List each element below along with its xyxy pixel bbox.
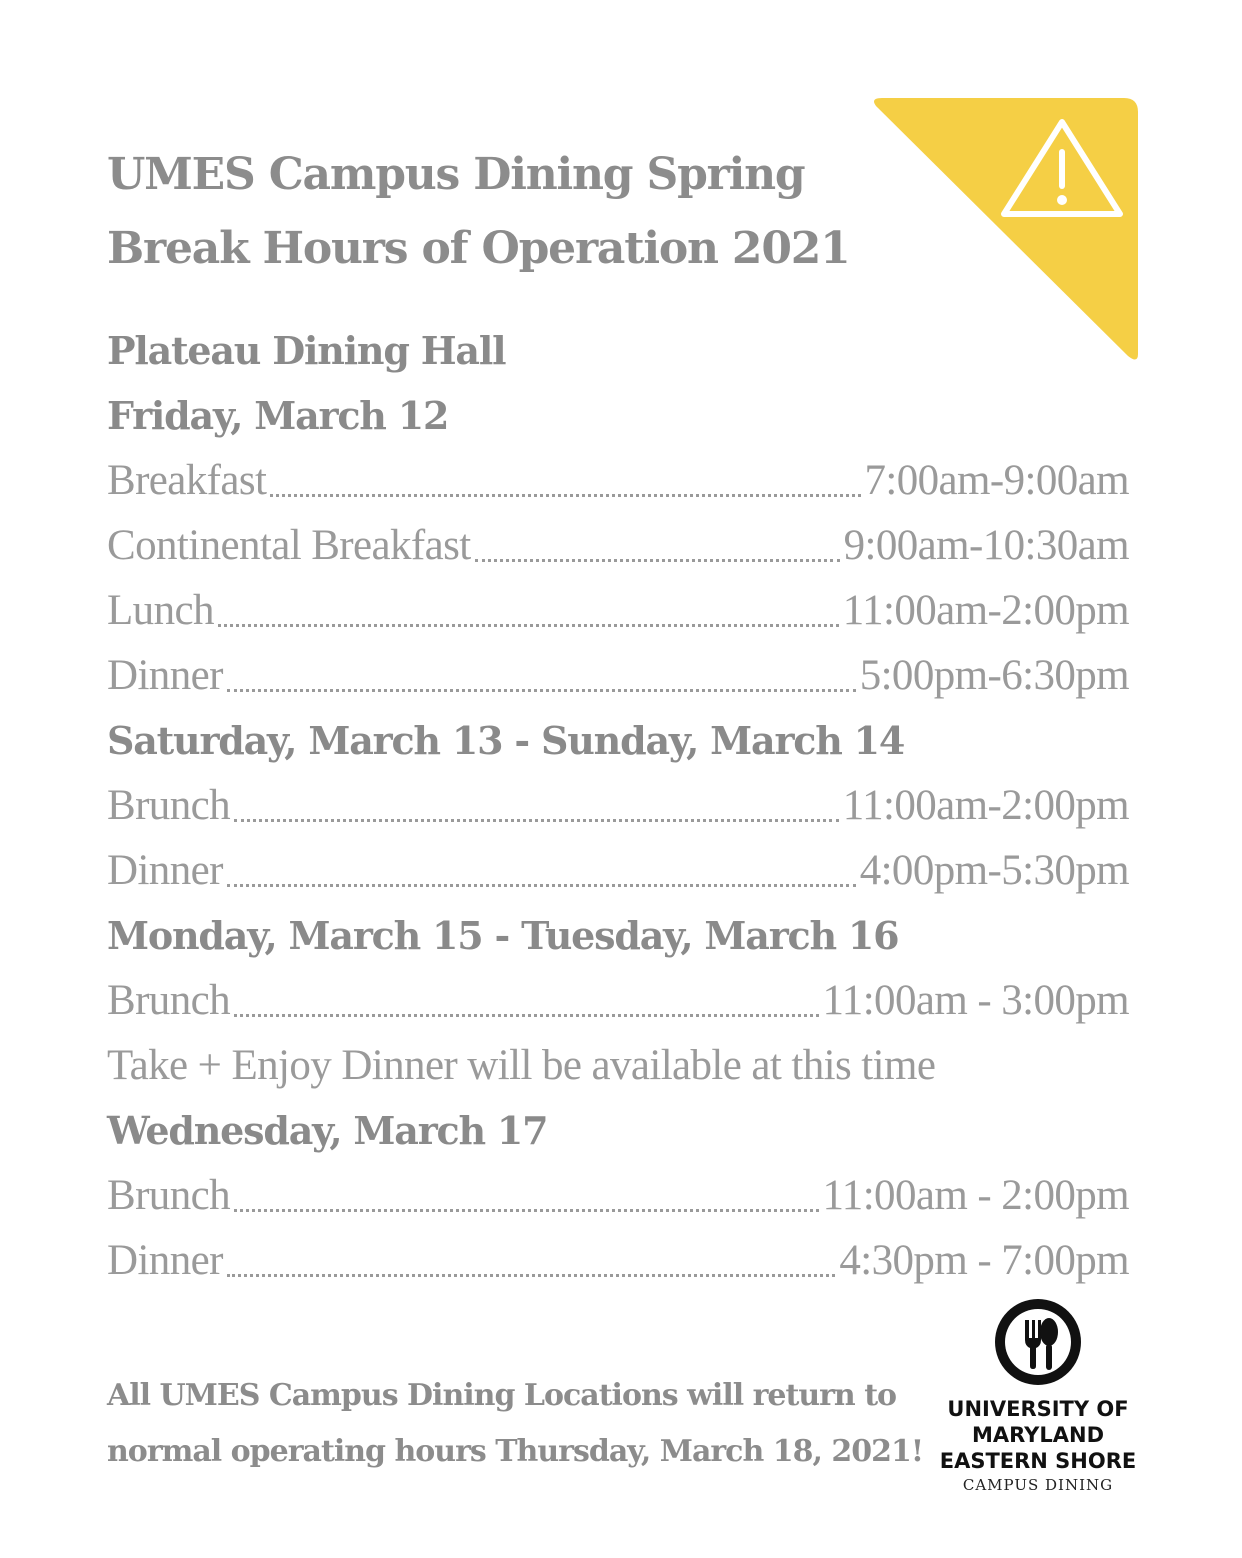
meal-label: Dinner (107, 652, 223, 699)
meal-time: 5:00pm-6:30pm (859, 652, 1129, 699)
logo-line-2: MARYLAND (971, 1423, 1105, 1447)
meal-row (107, 513, 1129, 578)
dot-leader (227, 884, 856, 887)
schedule (107, 318, 1129, 1293)
logo-line-1: UNIVERSITY OF (947, 1397, 1129, 1421)
dot-leader (234, 1209, 819, 1212)
day-note: Take + Enjoy Dinner will be available at this time (107, 1042, 936, 1089)
meal-row (107, 643, 1129, 708)
meal-row (107, 1163, 1129, 1228)
location-heading: Plateau Dining Hall (107, 328, 506, 373)
day-heading: Friday, March 12 (107, 393, 449, 438)
meal-time: 11:00am-2:00pm (842, 782, 1129, 829)
meal-time: 4:30pm - 7:00pm (839, 1237, 1129, 1284)
dot-leader (270, 494, 860, 497)
meal-time: 11:00am-2:00pm (842, 587, 1129, 634)
title-line-2: Break Hours of Operation 2021 (107, 223, 850, 274)
meal-label: Continental Breakfast (107, 522, 471, 569)
meal-label: Dinner (107, 847, 223, 894)
page-title (107, 138, 867, 286)
dot-leader (227, 1274, 836, 1277)
umes-campus-dining-logo (928, 1296, 1148, 1506)
meal-row (107, 578, 1129, 643)
meal-label: Brunch (107, 1172, 230, 1219)
dot-leader (234, 819, 839, 822)
meal-label: Brunch (107, 782, 230, 829)
footer-line-1: All UMES Campus Dining Locations will return to (107, 1378, 897, 1413)
meal-time: 7:00am-9:00am (864, 457, 1129, 504)
meal-label: Lunch (107, 587, 214, 634)
meal-row (107, 1228, 1129, 1293)
dot-leader (218, 624, 839, 627)
day-heading: Wednesday, March 17 (107, 1108, 548, 1153)
dot-leader (234, 1014, 819, 1017)
title-line-1: UMES Campus Dining Spring (107, 149, 805, 200)
footer-notice (107, 1368, 927, 1480)
meal-time: 9:00am-10:30am (843, 522, 1129, 569)
meal-row (107, 773, 1129, 838)
day-heading: Monday, March 15 - Tuesday, March 16 (107, 913, 899, 958)
meal-row (107, 448, 1129, 513)
meal-row (107, 968, 1129, 1033)
logo-subtitle: CAMPUS DINING (962, 1476, 1114, 1494)
meal-time: 4:00pm-5:30pm (859, 847, 1129, 894)
meal-label: Brunch (107, 977, 230, 1024)
logo-wordmark (928, 1396, 1148, 1474)
meal-time: 11:00am - 3:00pm (822, 977, 1129, 1024)
day-heading: Saturday, March 13 - Sunday, March 14 (107, 718, 905, 763)
dot-leader (227, 689, 856, 692)
meal-label: Breakfast (107, 457, 267, 504)
footer-line-2: normal operating hours Thursday, March 18, 2021! (107, 1434, 924, 1469)
meal-label: Dinner (107, 1237, 223, 1284)
meal-time: 11:00am - 2:00pm (822, 1172, 1129, 1219)
dot-leader (475, 559, 840, 562)
meal-row (107, 838, 1129, 903)
fork-spoon-icon (992, 1296, 1084, 1388)
logo-line-3: EASTERN SHORE (939, 1449, 1137, 1473)
